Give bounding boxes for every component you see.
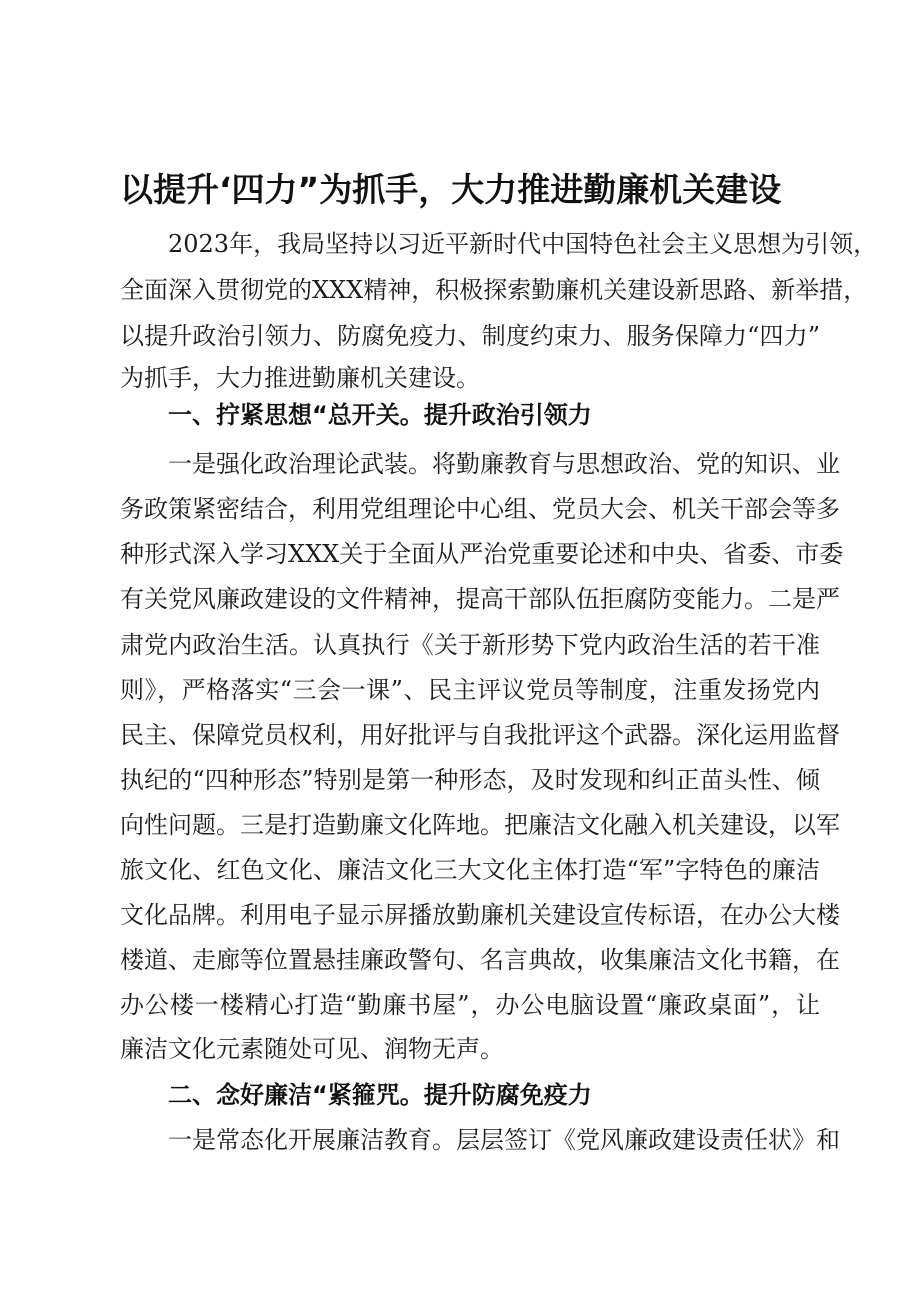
document-title: 以提升‘四力”为抓手，大力推进勤廉机关建设 — [120, 170, 782, 209]
section-1-line-5: 肃党内政治生活。认真执行《关于新形势下党内政治生活的若干准 — [120, 631, 820, 659]
intro-line-1: 2023年，我局坚持以习近平新时代中国特色社会主义思想为引领， — [168, 230, 878, 258]
section-1-line-2: 务政策紧密结合，利用党组理论中心组、党员大会、机关干部会等多 — [120, 495, 840, 523]
section-2-heading: 二、念好廉洁“紧箍咒。提升防腐免疫力 — [168, 1081, 592, 1109]
intro-line-3: 以提升政治引领力、防腐免疫力、制度约束力、服务保障力“四力” — [120, 322, 820, 350]
section-1-line-12: 楼道、走廊等位置悬挂廉政警句、名言典故，收集廉洁文化书籍，在 — [120, 946, 840, 974]
section-1-line-3: 种形式深入学习XXX关于全面从严治党重要论述和中央、省委、市委 — [120, 540, 844, 568]
intro-line-2: 全面深入贯彻党的XXX精神，积极探索勤廉机关建设新思路、新举措， — [120, 276, 868, 304]
section-1-line-4: 有关党风廉政建设的文件精神，提高干部队伍拒腐防变能力。二是严 — [120, 585, 840, 613]
section-1-line-1: 一是强化政治理论武装。将勤廉教育与思想政治、党的知识、业 — [168, 450, 840, 478]
section-1-line-11: 文化品牌。利用电子显示屏播放勤廉机关建设宣传标语，在办公大楼 — [120, 901, 840, 929]
intro-line-4: 为抓手，大力推进勤廉机关建设。 — [120, 364, 480, 392]
section-1-line-13: 办公楼一楼精心打造“勤廉书屋”，办公电脑设置“廉政桌面”，让 — [120, 991, 820, 1019]
section-1-line-10: 旅文化、红色文化、廉洁文化三大文化主体打造“军”字特色的廉洁 — [120, 856, 820, 884]
section-1-line-14: 廉洁文化元素随处可见、润物无声。 — [120, 1035, 504, 1063]
section-1-line-6: 则》，严格落实“三会一课”、民主评议党员等制度，注重发扬党内 — [120, 676, 820, 704]
section-1-line-9: 向性问题。三是打造勤廉文化阵地。把廉洁文化融入机关建设，以军 — [120, 811, 840, 839]
section-1-line-7: 民主、保障党员权利，用好批评与自我批评这个武器。深化运用监督 — [120, 721, 840, 749]
section-1-heading: 一、拧紧思想“总开关。提升政治引领力 — [168, 401, 592, 429]
section-1-line-8: 执纪的“四种形态”特别是第一种形态，及时发现和纠正苗头性、倾 — [120, 766, 820, 794]
section-2-line-1: 一是常态化开展廉洁教育。层层签订《党风廉政建设责任状》和 — [168, 1126, 840, 1154]
